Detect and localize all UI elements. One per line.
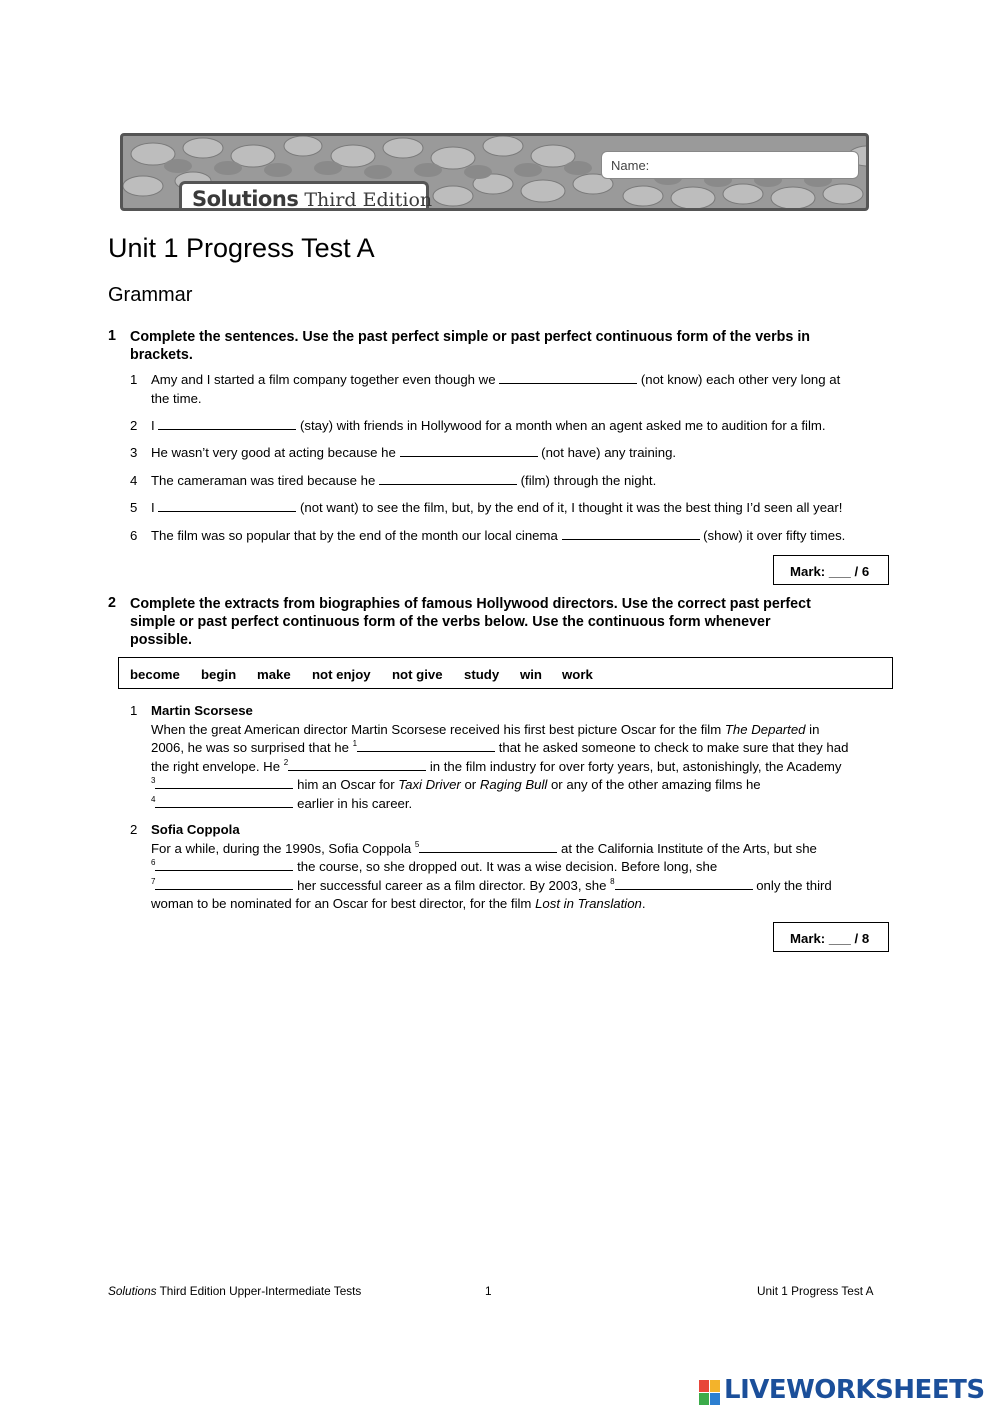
q1-item-3-text: He wasn’t very good at acting because he (not have) any training. — [151, 445, 677, 460]
answer-blank[interactable] — [155, 795, 293, 808]
header-banner — [120, 133, 869, 211]
brand-logo: Solutions Third Edition — [192, 187, 433, 211]
word-begin: begin — [201, 667, 237, 682]
q1-mark-box: Mark: ___ / 6 — [773, 555, 889, 585]
answer-blank[interactable] — [400, 444, 538, 457]
q1-item-6-number: 6 — [130, 528, 138, 543]
word-make: make — [257, 667, 291, 682]
footer-right: Unit 1 Progress Test A — [757, 1284, 874, 1298]
word-work: work — [562, 667, 593, 682]
extract-2-heading: Sofia Coppola — [151, 822, 240, 837]
word-not-give: not give — [392, 667, 443, 682]
section-title: Grammar — [108, 284, 193, 306]
liveworksheets-icon — [698, 1379, 722, 1407]
q1-item-1-text: Amy and I started a film company together even though we (not know) each other very long at the time. — [151, 372, 841, 406]
extract-1: Martin Scorsese When the great American director Martin Scorsese received his first best picture Oscar for the film The Departed in 2006, he was so surprised that he $^1$ that he asked someone to check to make sure that they had the right envelope. He $^2$ in the film industry for over forty years, but, astonishingly, the Academy $^3$ him an Oscar for Taxi Driver or Raging Bull or any of the other amazing films he $^4$ earlier in his career. — [151, 703, 849, 811]
answer-blank[interactable] — [155, 776, 293, 789]
q1-item-4-number: 4 — [130, 473, 138, 488]
answer-blank[interactable] — [615, 877, 753, 890]
word-win: win — [520, 667, 542, 682]
extract-2: Sofia Coppola For a while, during the 1990s, Sofia Coppola $^5$ at the California Institute of the Arts, but she $^6$ the course, so she dropped out. It was a wise decision. Before long, she $^7$ her successful career as a film director. By 2003, she $^8$ only the third woman to be nominated for an Oscar for best director, for the film Lost in Translation. — [151, 822, 832, 911]
answer-blank[interactable] — [419, 840, 557, 853]
extract-1-number: 1 — [130, 703, 138, 718]
answer-blank[interactable] — [499, 371, 637, 384]
extract-2-number: 2 — [130, 822, 138, 837]
q1-item-2-number: 2 — [130, 418, 138, 433]
q2-number: 2 — [108, 595, 116, 611]
word-box — [118, 657, 893, 689]
q1-number: 1 — [108, 328, 116, 344]
word-not-enjoy: not enjoy — [312, 667, 371, 682]
q1-instruction: Complete the sentences. Use the past perfect simple or past perfect continuous form of the verbs in brackets. — [130, 329, 811, 363]
q1-item-5-number: 5 — [130, 500, 138, 515]
footer-left: Solutions Third Edition Upper-Intermediate Tests — [108, 1284, 362, 1298]
q1-item-6-text: The film was so popular that by the end of the month our local cinema (show) it over fifty times. — [151, 528, 846, 543]
answer-blank[interactable] — [155, 877, 293, 890]
name-label: Name: — [611, 158, 650, 173]
q2-mark-box: Mark: ___ / 8 — [773, 922, 889, 952]
answer-blank[interactable] — [357, 739, 495, 752]
q1-item-5-text: I (not want) to see the film, but, by the end of it, I thought it was the best thing I’d seen all year! — [151, 500, 843, 515]
word-become: become — [130, 667, 180, 682]
extract-1-heading: Martin Scorsese — [151, 703, 253, 718]
q1-item-4-text: The cameraman was tired because he (film) through the night. — [151, 473, 657, 488]
footer-page-number: 1 — [485, 1284, 492, 1298]
q2-instruction: Complete the extracts from biographies of famous Hollywood directors. Use the correct past perfect simple or past perfect continuous form of the verbs below. Use the continuous form whenever possible. — [130, 596, 811, 648]
brand-tab — [179, 181, 433, 211]
answer-blank[interactable] — [562, 527, 700, 540]
liveworksheets-logo[interactable] — [698, 1375, 985, 1407]
answer-blank[interactable] — [158, 499, 296, 512]
answer-blank[interactable] — [379, 472, 517, 485]
answer-blank[interactable] — [155, 858, 293, 871]
q1-item-3-number: 3 — [130, 445, 138, 460]
name-field[interactable] — [601, 151, 859, 179]
answer-blank[interactable] — [158, 417, 296, 430]
q1-item-2-text: I (stay) with friends in Hollywood for a month when an agent asked me to audition for a film. — [151, 418, 826, 433]
page-title: Unit 1 Progress Test A — [108, 233, 375, 263]
liveworksheets-text: LIVEWORKSHEETS — [724, 1375, 985, 1405]
word-study: study — [464, 667, 500, 682]
answer-blank[interactable] — [288, 758, 426, 771]
q1-item-1: 1 — [130, 372, 138, 387]
